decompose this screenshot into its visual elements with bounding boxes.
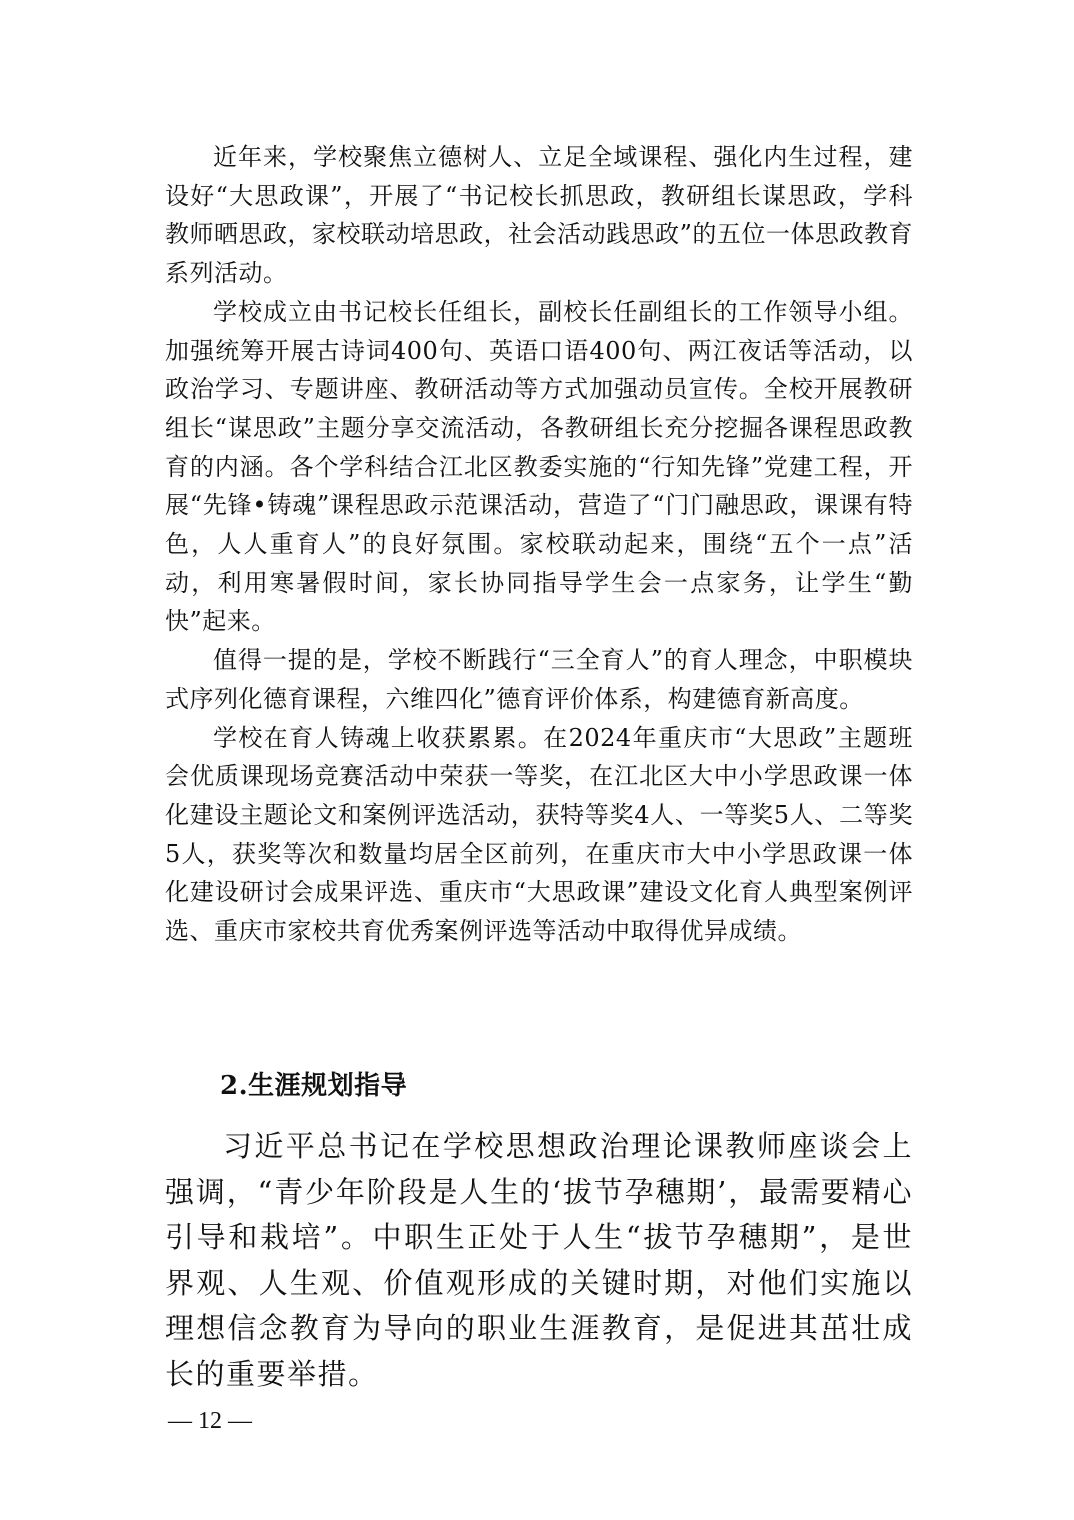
paragraph: 近年来，学校聚焦立德树人、立足全域课程、强化内生过程，建设好“大思政课”，开展了“书记校长抓思政，教研组长谋思政，学科教师晒思政，家校联动培思政，社会活动践思政”的五位一体思政教育系列活动。 xyxy=(165,143,913,288)
paragraph: 习近平总书记在学校思想政治理论课教师座谈会上强调，“青少年阶段是人生的‘拔节孕穗期’，最需要精心引导和栽培”。中职生正处于人生“拔节孕穗期”，是世界观、人生观、价值观形成的关键时期，对他们实施以理想信念教育为导向的职业生涯教育，是促进其茁壮成长的重要举措。 xyxy=(165,1129,913,1391)
paragraph: 值得一提的是，学校不断践行“三全育人”的育人理念，中职模块式序列化德育课程，六维四化”德育评价体系，构建德育新高度。 xyxy=(165,646,913,713)
section-2-body xyxy=(165,1124,913,1397)
paragraph: 学校成立由书记校长任组长，副校长任副组长的工作领导小组。加强统筹开展古诗词400句、英语口语400句、两江夜话等活动，以政治学习、专题讲座、教研活动等方式加强动员宣传。全校开展教研组长“谋思政”主题分享交流活动，各教研组长充分挖掘各课程思政教育的内涵。各个学科结合江北区教委实施的“行知先锋”党建工程，开展“先锋•铸魂”课程思政示范课活动，营造了“门门融思政，课课有特色，人人重育人”的良好氛围。家校联动起来，围绕“五个一点”活动，利用寒暑假时间，家长协同指导学生会一点家务，让学生“勤快”起来。 xyxy=(165,297,913,636)
paragraph: 学校在育人铸魂上收获累累。在2024年重庆市“大思政”主题班会优质课现场竞赛活动中荣获一等奖，在江北区大中小学思政课一体化建设主题论文和案例评选活动，获特等奖4人、一等奖5人、二等奖5人，获奖等次和数量均居全区前列，在重庆市大中小学思政课一体化建设研讨会成果评选、重庆市“大思政课”建设文化育人典型案例评选、重庆市家校共育优秀案例评选等活动中取得优异成绩。 xyxy=(165,723,913,946)
page-number: — 12 — xyxy=(168,1408,252,1434)
section-heading: 2.生涯规划指导 xyxy=(220,1071,408,1101)
section-1-body xyxy=(165,138,913,951)
